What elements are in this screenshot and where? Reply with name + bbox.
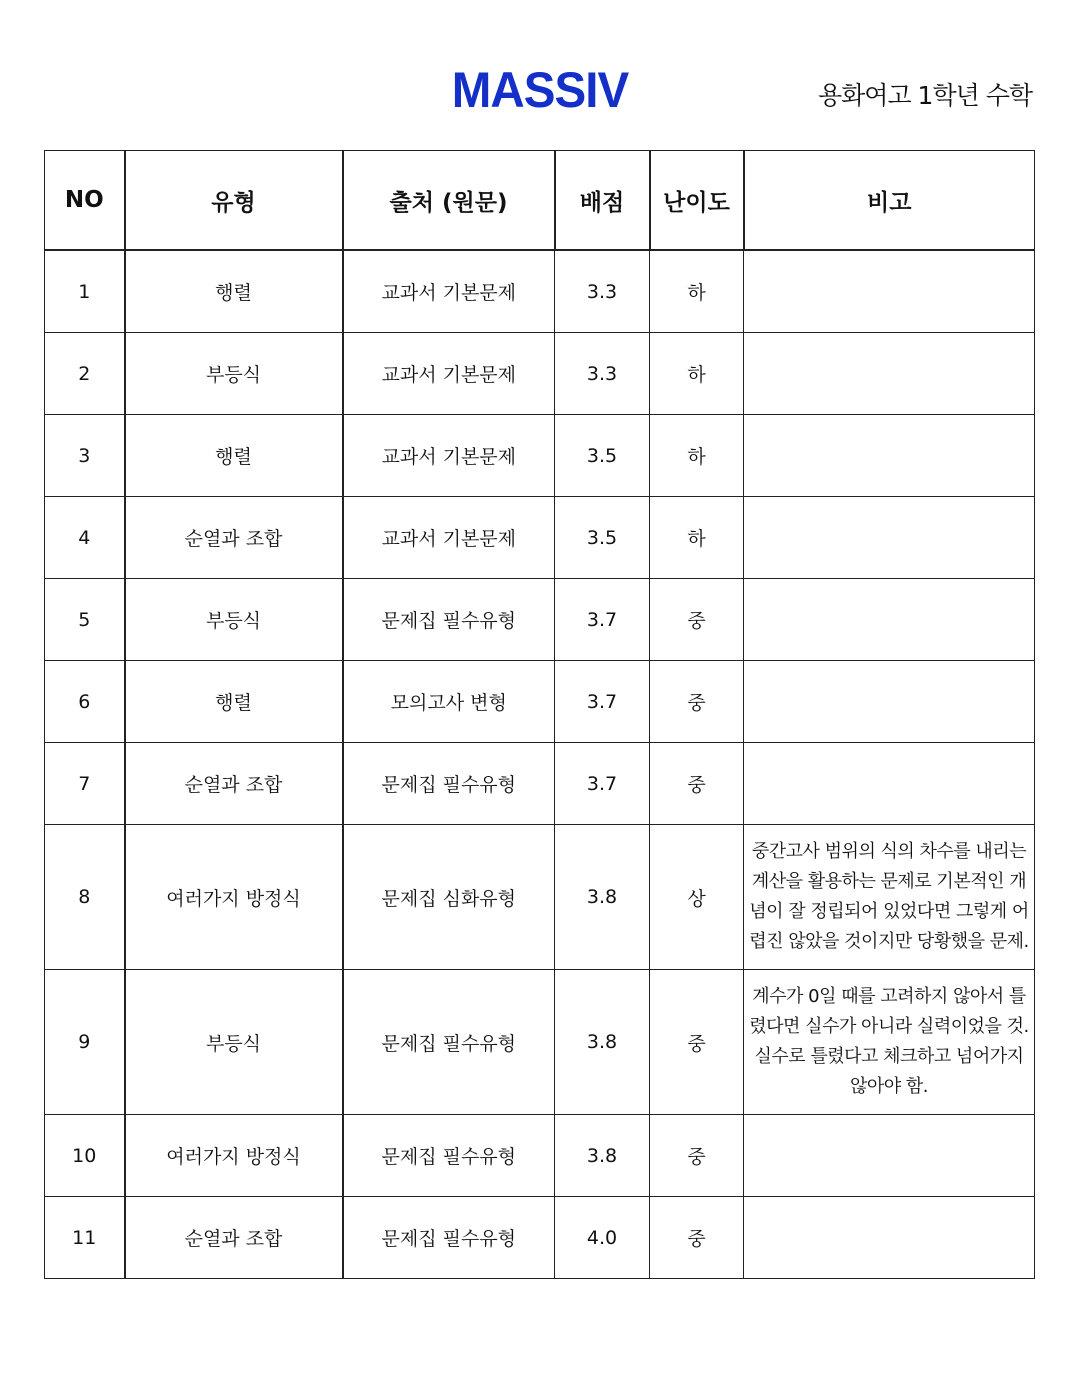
table-header-row xyxy=(45,151,1035,251)
table-row xyxy=(45,415,1035,497)
cell-source: 교과서 기본문제 xyxy=(343,415,555,497)
table-row xyxy=(45,970,1035,1115)
cell-type: 여러가지 방정식 xyxy=(125,825,343,970)
table-row xyxy=(45,661,1035,743)
cell-score: 3.8 xyxy=(555,970,650,1115)
cell-difficulty: 하 xyxy=(650,250,744,333)
cell-note xyxy=(744,497,1035,579)
cell-no: 3 xyxy=(45,415,125,497)
cell-difficulty: 중 xyxy=(650,661,744,743)
header-no: NO xyxy=(45,151,125,251)
header-source: 출처 (원문) xyxy=(343,151,555,251)
cell-difficulty: 중 xyxy=(650,1197,744,1279)
cell-score: 3.5 xyxy=(555,415,650,497)
massiv-logo: MASSIV xyxy=(451,62,629,118)
cell-source: 문제집 심화유형 xyxy=(343,825,555,970)
cell-score: 3.7 xyxy=(555,579,650,661)
cell-note xyxy=(744,415,1035,497)
cell-type: 부등식 xyxy=(125,579,343,661)
header-score: 배점 xyxy=(555,151,650,251)
cell-no: 9 xyxy=(45,970,125,1115)
cell-source: 모의고사 변형 xyxy=(343,661,555,743)
cell-note: 중간고사 범위의 식의 차수를 내리는 계산을 활용하는 문제로 기본적인 개념이 잘 정립되어 있었다면 그렇게 어렵진 않았을 것이지만 당황했을 문제. xyxy=(744,825,1035,970)
cell-score: 3.8 xyxy=(555,825,650,970)
cell-difficulty: 하 xyxy=(650,333,744,415)
cell-note xyxy=(744,579,1035,661)
cell-note: 계수가 0일 때를 고려하지 않아서 틀렸다면 실수가 아니라 실력이었을 것. 실수로 틀렸다고 체크하고 넘어가지 않아야 함. xyxy=(744,970,1035,1115)
header-type: 유형 xyxy=(125,151,343,251)
table-row xyxy=(45,497,1035,579)
cell-no: 10 xyxy=(45,1115,125,1197)
table-row xyxy=(45,579,1035,661)
cell-note xyxy=(744,333,1035,415)
document-subtitle: 용화여고 1학년 수학 xyxy=(818,81,1032,110)
cell-source: 문제집 필수유형 xyxy=(343,1115,555,1197)
cell-difficulty: 상 xyxy=(650,825,744,970)
cell-no: 4 xyxy=(45,497,125,579)
cell-source: 교과서 기본문제 xyxy=(343,497,555,579)
cell-type: 행렬 xyxy=(125,415,343,497)
cell-score: 3.5 xyxy=(555,497,650,579)
cell-no: 1 xyxy=(45,250,125,333)
cell-source: 교과서 기본문제 xyxy=(343,250,555,333)
cell-no: 8 xyxy=(45,825,125,970)
cell-note xyxy=(744,743,1035,825)
cell-difficulty: 중 xyxy=(650,579,744,661)
cell-no: 7 xyxy=(45,743,125,825)
cell-difficulty: 중 xyxy=(650,1115,744,1197)
header-difficulty: 난이도 xyxy=(650,151,744,251)
table-row xyxy=(45,825,1035,970)
cell-type: 순열과 조합 xyxy=(125,743,343,825)
cell-type: 여러가지 방정식 xyxy=(125,1115,343,1197)
cell-type: 순열과 조합 xyxy=(125,497,343,579)
cell-difficulty: 중 xyxy=(650,743,744,825)
header-note: 비고 xyxy=(744,151,1035,251)
cell-source: 문제집 필수유형 xyxy=(343,579,555,661)
cell-no: 6 xyxy=(45,661,125,743)
cell-score: 3.3 xyxy=(555,333,650,415)
cell-no: 5 xyxy=(45,579,125,661)
cell-difficulty: 중 xyxy=(650,970,744,1115)
exam-analysis-table xyxy=(44,150,1035,1279)
cell-note xyxy=(744,1197,1035,1279)
cell-source: 문제집 필수유형 xyxy=(343,970,555,1115)
table-row xyxy=(45,743,1035,825)
cell-difficulty: 하 xyxy=(650,415,744,497)
table-row xyxy=(45,250,1035,333)
table-row xyxy=(45,1197,1035,1279)
cell-score: 4.0 xyxy=(555,1197,650,1279)
cell-difficulty: 하 xyxy=(650,497,744,579)
table-row xyxy=(45,333,1035,415)
cell-type: 부등식 xyxy=(125,970,343,1115)
cell-type: 행렬 xyxy=(125,250,343,333)
cell-no: 11 xyxy=(45,1197,125,1279)
cell-note xyxy=(744,250,1035,333)
cell-note xyxy=(744,661,1035,743)
cell-no: 2 xyxy=(45,333,125,415)
cell-score: 3.7 xyxy=(555,743,650,825)
cell-source: 문제집 필수유형 xyxy=(343,743,555,825)
table-row xyxy=(45,1115,1035,1197)
cell-type: 순열과 조합 xyxy=(125,1197,343,1279)
cell-score: 3.8 xyxy=(555,1115,650,1197)
cell-score: 3.7 xyxy=(555,661,650,743)
cell-source: 교과서 기본문제 xyxy=(343,333,555,415)
cell-source: 문제집 필수유형 xyxy=(343,1197,555,1279)
cell-note xyxy=(744,1115,1035,1197)
cell-type: 부등식 xyxy=(125,333,343,415)
cell-type: 행렬 xyxy=(125,661,343,743)
cell-score: 3.3 xyxy=(555,250,650,333)
